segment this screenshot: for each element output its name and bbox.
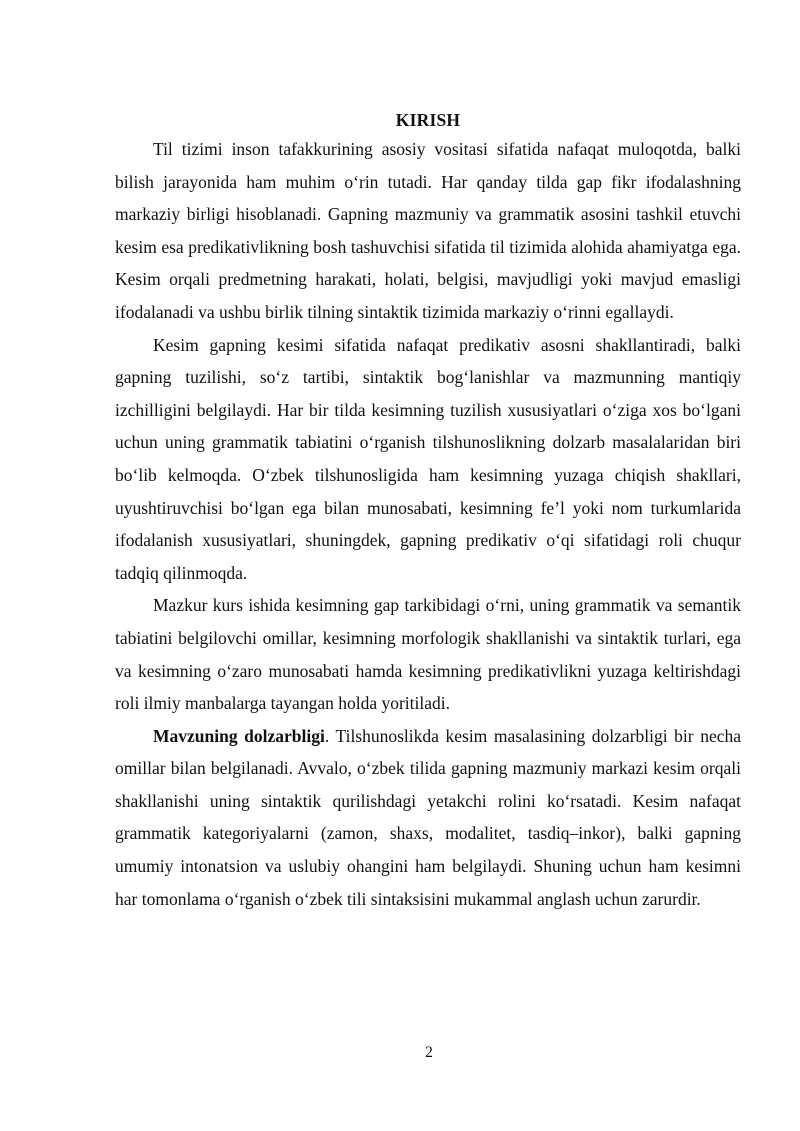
section-title: KIRISH [395,110,461,130]
relevance-text: . Tilshunoslikda kesim masalasining dolzarbligi bir necha omillar bilan belgilanadi. Avvalo, o‘zbek tilida gapning mazmuniy markazi kesim orqali shakllanishi uning sintaktik qurilishdagi yetakchi rolini ko‘rsatadi. Kesim nafaqat grammatik kategoriyalarni (zamon, shaxs, modalitet, tasdiq–inkor), balki gapning umumiy intonatsion va uslubiy ohangini ham belgilaydi. Shuning uchun ham kesimni har tomonlama o‘rganish o‘zbek tili sintaksisini mukammal anglash uchun zarurdir. [115,725,741,909]
relevance-heading: Mavzuning dolzarbligi [153,725,325,746]
paragraph-1: Til tizimi inson tafakkurining asosiy vositasi sifatida nafaqat muloqotda, balki bilish jarayonida ham muhim o‘rin tutadi. Har qanday tilda gap fikr ifodalashning markaziy birligi hisoblanadi. Gapning mazmuniy va grammatik asosini tashkil etuvchi kesim esa predikativlikning bosh tashuvchisi sifatida til tizimida alohida ahamiyatga ega. Kesim orqali predmetning harakati, holati, belgisi, mavjudligi yoki mavjud emasligi ifodalanadi va ushbu birlik tilning sintaktik tizimida markaziy o‘rinni egallaydi. [115,139,741,322]
page-content [115,107,741,915]
page-number: 2 [425,1044,433,1061]
paragraph-3: Mazkur kurs ishida kesimning gap tarkibidagi o‘rni, uning grammatik va semantik tabiatini belgilovchi omillar, kesimning morfologik shakllanishi va sintaktik turlari, ega va kesimning o‘zaro munosabati hamda kesimning predikativlikni yuzaga keltirishdagi roli ilmiy manbalarga tayangan holda yoritiladi. [115,595,741,714]
paragraph-relevance [115,720,741,916]
paragraph-2: Kesim gapning kesimi sifatida nafaqat predikativ asosni shakllantiradi, balki gapning tuzilishi, so‘z tartibi, sintaktik bog‘lanishlar va mazmunning mantiqiy izchilligini belgilaydi. Har bir tilda kesimning tuzilish xususiyatlari o‘ziga xos bo‘lgani uchun uning grammatik tabiatini o‘rganish tilshunoslikning dolzarb masalalaridan biri bo‘lib kelmoqda. O‘zbek tilshunosligida ham kesimning yuzaga chiqish shakllari, uyushtiruvchisi bo‘lgan ega bilan munosabati, kesimning fe’l yoki nom turkumlarida ifodalanish xususiyatlari, shuningdek, gapning predikativ o‘qi sifatidagi roli chuqur tadqiq qilinmoqda. [115,334,741,583]
